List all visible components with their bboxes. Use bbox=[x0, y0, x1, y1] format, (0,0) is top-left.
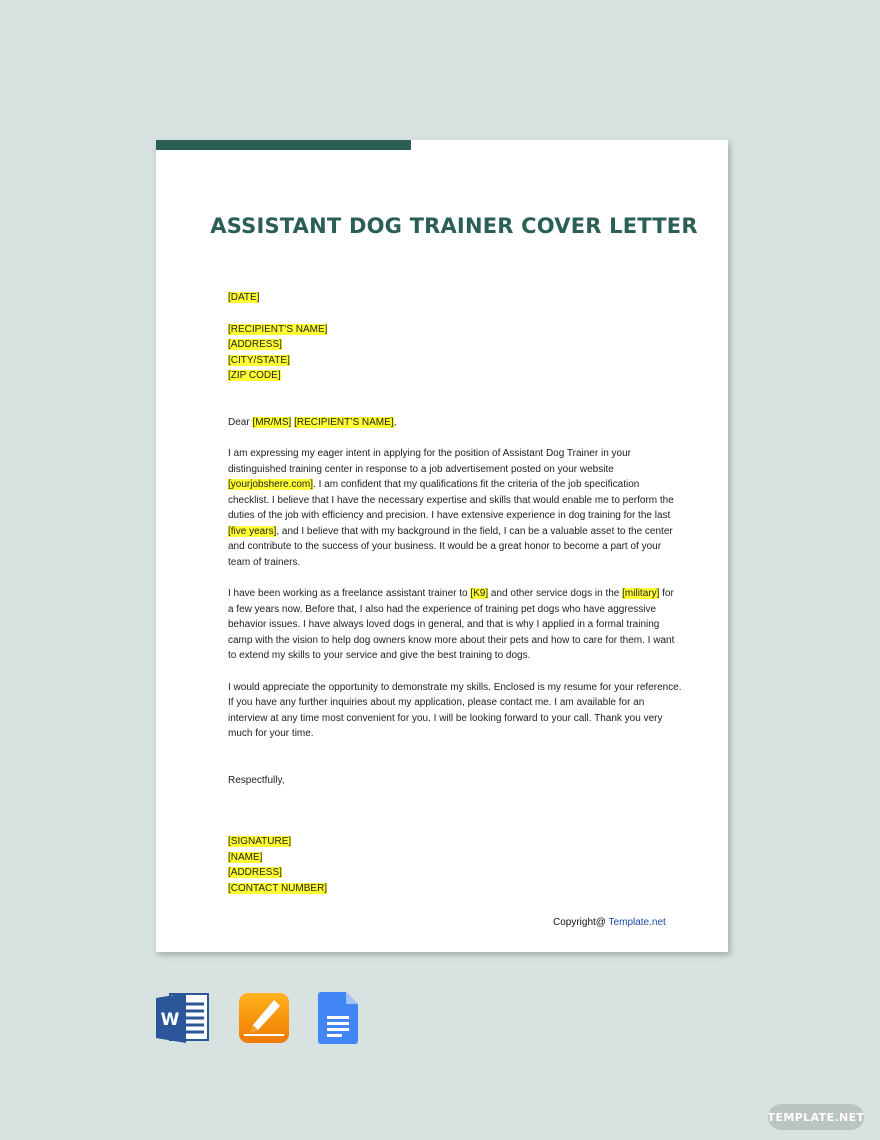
date-placeholder: [DATE] bbox=[228, 292, 260, 303]
sender-block bbox=[228, 834, 682, 896]
website-placeholder: [yourjobshere.com] bbox=[228, 479, 314, 490]
org-placeholder: [military] bbox=[622, 588, 660, 599]
copyright-link[interactable]: Template.net bbox=[608, 917, 666, 928]
date-block bbox=[228, 290, 682, 306]
paragraph-1: I am expressing my eager intent in applying for the position of Assistant Dog Trainer in your distinguished training center in response to a job advertisement posted on your website [yourjobshere.com]. I am confident that my qualifications fit the criteria of the job specification checklist. I believe that I have the necessary expertise and skills that would enable me to perform the duties of the job with efficiency and precision. I have extensive experience in dog training for the last [five years], and I believe that with my background in the field, I can be a valuable asset to the center and contribute to the success of your business. It would be a great honor to become a part of your team of trainers. bbox=[228, 448, 674, 568]
letter-body bbox=[228, 290, 682, 896]
template-watermark: TEMPLATE.NET bbox=[768, 1104, 864, 1130]
copyright: Copyright@ Template.net bbox=[553, 917, 666, 928]
word-icon[interactable] bbox=[156, 992, 210, 1049]
greeting-title: [MR/MS] bbox=[252, 416, 292, 428]
recipient-address: [ADDRESS] bbox=[228, 339, 282, 350]
accent-bar bbox=[156, 140, 411, 150]
page-title: ASSISTANT DOG TRAINER COVER LETTER bbox=[210, 214, 698, 238]
unit-placeholder: [K9] bbox=[470, 588, 489, 599]
recipient-name: [RECIPIENT’S NAME] bbox=[228, 323, 328, 335]
recipient-city-state: [CITY/STATE] bbox=[228, 354, 290, 366]
years-placeholder: [five years] bbox=[228, 525, 277, 537]
letter-page bbox=[156, 140, 728, 952]
sender-address: [ADDRESS] bbox=[228, 867, 282, 878]
greeting-name: [RECIPIENT’S NAME] bbox=[294, 416, 394, 428]
recipient-zip: [ZIP CODE] bbox=[228, 370, 281, 381]
svg-text:W: W bbox=[160, 1010, 180, 1030]
sender-contact: [CONTACT NUMBER] bbox=[228, 882, 328, 894]
pages-icon[interactable] bbox=[238, 992, 290, 1049]
closing: Respectfully, bbox=[228, 774, 285, 786]
paragraph-2: I have been working as a freelance assistant trainer to [K9] and other service dogs in the [military] for a few years now. Before that, I also had the experience of training pet dogs who have aggressive behavior issues. I have always loved dogs in general, and that is why I applied in a formal training camp with the vision to help dog owners know more about their pets and how to care for them. I want to extend my skills to your service and give the best training to dogs. bbox=[228, 588, 675, 661]
paragraph-3: I would appreciate the opportunity to demonstrate my skills. Enclosed is my resume for your reference. If you have any further inquiries about my application, please contact me. I am available for an interview at any time most convenient for you. I will be looking forward to your call. Thank you very much for your time. bbox=[228, 681, 682, 739]
sender-name: [NAME] bbox=[228, 851, 263, 863]
google-docs-icon[interactable] bbox=[318, 992, 358, 1049]
signature-placeholder: [SIGNATURE] bbox=[228, 836, 292, 847]
recipient-block bbox=[228, 322, 682, 384]
greeting: Dear [MR/MS] [RECIPIENT’S NAME], bbox=[228, 416, 397, 428]
